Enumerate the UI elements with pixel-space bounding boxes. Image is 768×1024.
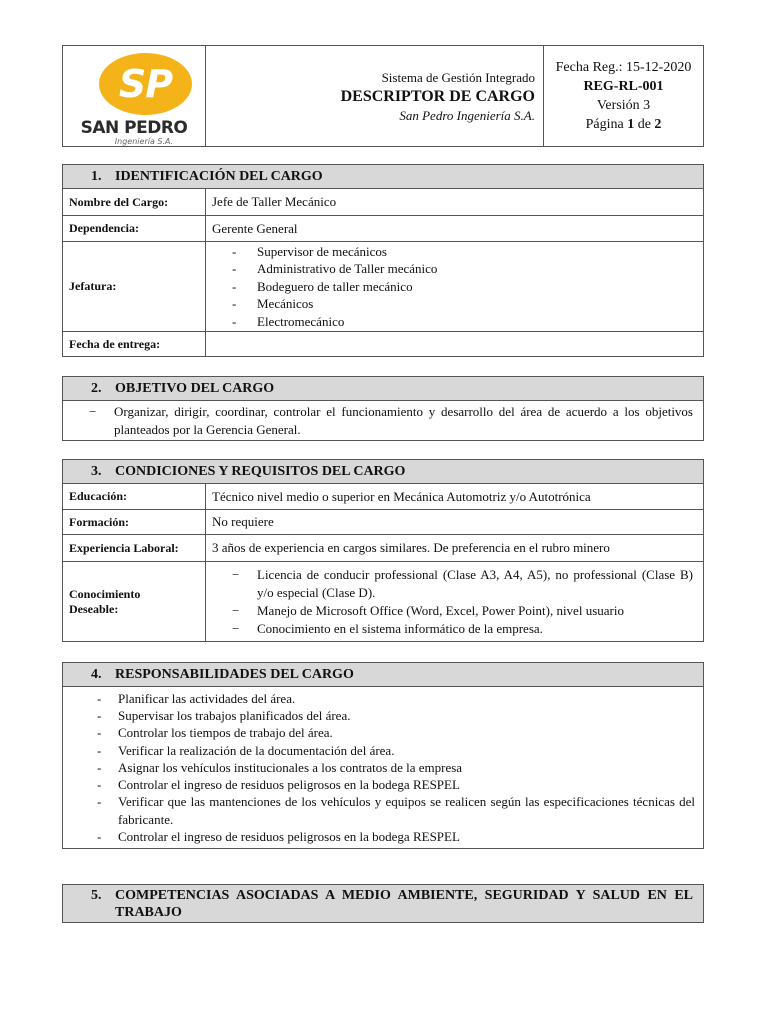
fecha-entrega-label: Fecha de entrega: [63, 332, 206, 357]
conocimiento-label: Conocimiento Deseable: [63, 562, 206, 642]
objetivo-value [63, 401, 704, 441]
list-item: - Controlar el ingreso de residuos peligrosos en la bodega RESPEL [63, 776, 703, 793]
section-objetivo [62, 376, 704, 441]
logo-cell [63, 46, 206, 147]
nombre-value: Jefe de Taller Mecánico [206, 189, 704, 216]
title-cell [206, 46, 544, 147]
logo-subtitle: Ingeniería S.A. [114, 137, 174, 146]
list-item: - Asignar los vehículos institucionales a los contratos de la empresa [63, 759, 703, 776]
list-item: - Verificar la realización de la documentación del área. [63, 742, 703, 759]
jefatura-value [206, 242, 704, 332]
section-4-heading: 4. RESPONSABILIDADES DEL CARGO [63, 663, 704, 687]
responsabilidades-list [63, 690, 703, 845]
company-logo [74, 48, 194, 144]
jefatura-list [206, 243, 703, 331]
section-responsabilidades [62, 662, 704, 849]
conocimiento-value [206, 562, 704, 642]
list-item: - Supervisar los trabajos planificados del área. [63, 707, 703, 724]
list-item: - Verificar que las mantenciones de los vehículos y equipos se realicen según las especificaciones técnicas del fabricante. [63, 793, 703, 827]
experiencia-value: 3 años de experiencia en cargos similares. De preferencia en el rubro minero [206, 535, 704, 562]
fecha-reg: Fecha Reg.: 15-12-2020 [555, 60, 692, 75]
dependencia-label: Dependencia: [63, 216, 206, 242]
section-1-heading: 1. IDENTIFICACIÓN DEL CARGO [63, 165, 704, 189]
dependencia-value: Gerente General [206, 216, 704, 242]
list-item: - Controlar el ingreso de residuos peligrosos en la bodega RESPEL [63, 828, 703, 845]
list-item: - Supervisor de mecánicos [206, 243, 703, 261]
section-competencias [62, 884, 704, 923]
list-item: - Mecánicos [206, 295, 703, 313]
page-number: Página 1 de 2 [585, 117, 662, 132]
logo-mark: SP [118, 62, 173, 106]
section-2-heading: 2. OBJETIVO DEL CARGO [63, 377, 704, 401]
educacion-label: Educación: [63, 484, 206, 510]
list-item: − Conocimiento en el sistema informático de la empresa. [206, 620, 703, 638]
list-item: - Planificar las actividades del área. [63, 690, 703, 707]
conocimiento-list [206, 566, 703, 638]
document-title: DESCRIPTOR DE CARGO [340, 87, 535, 105]
list-item: − Licencia de conducir professional (Clase A3, A4, A5), no professional (Clase B) y/o especial (Clase D). [206, 566, 703, 602]
section-identificacion [62, 164, 704, 357]
system-name: Sistema de Gestión Integrado [381, 69, 535, 85]
list-item: - Administrativo de Taller mecánico [206, 260, 703, 278]
company-name: San Pedro Ingeniería S.A. [399, 107, 535, 123]
list-item: - Controlar los tiempos de trabajo del área. [63, 724, 703, 741]
list-item: - Electromecánico [206, 313, 703, 331]
fecha-entrega-value [206, 332, 704, 357]
document-header [62, 45, 704, 147]
doc-version: Versión 3 [596, 98, 651, 113]
section-5-heading: 5. COMPETENCIAS ASOCIADAS A MEDIO AMBIENTE, SEGURIDAD Y SALUD EN EL TRABAJO [63, 885, 704, 923]
doc-code: REG-RL-001 [583, 79, 664, 94]
educacion-value: Técnico nivel medio o superior en Mecánica Automotriz y/o Autotrónica [206, 484, 704, 510]
meta-cell [544, 46, 704, 147]
list-item: - Bodeguero de taller mecánico [206, 278, 703, 296]
jefatura-label: Jefatura: [63, 242, 206, 332]
section-condiciones [62, 459, 704, 642]
objetivo-text: − Organizar, dirigir, coordinar, controlar el funcionamiento y desarrollo del área de acuerdo a los objetivos planteados por la Gerencia General. [63, 403, 703, 439]
logo-name: SAN PEDRO [80, 118, 188, 138]
section-3-heading: 3. CONDICIONES Y REQUISITOS DEL CARGO [63, 460, 704, 484]
experiencia-label: Experiencia Laboral: [63, 535, 206, 562]
list-item: − Manejo de Microsoft Office (Word, Excel, Power Point), nivel usuario [206, 602, 703, 620]
formacion-value: No requiere [206, 510, 704, 535]
responsabilidades-value [63, 687, 704, 849]
formacion-label: Formación: [63, 510, 206, 535]
nombre-label: Nombre del Cargo: [63, 189, 206, 216]
